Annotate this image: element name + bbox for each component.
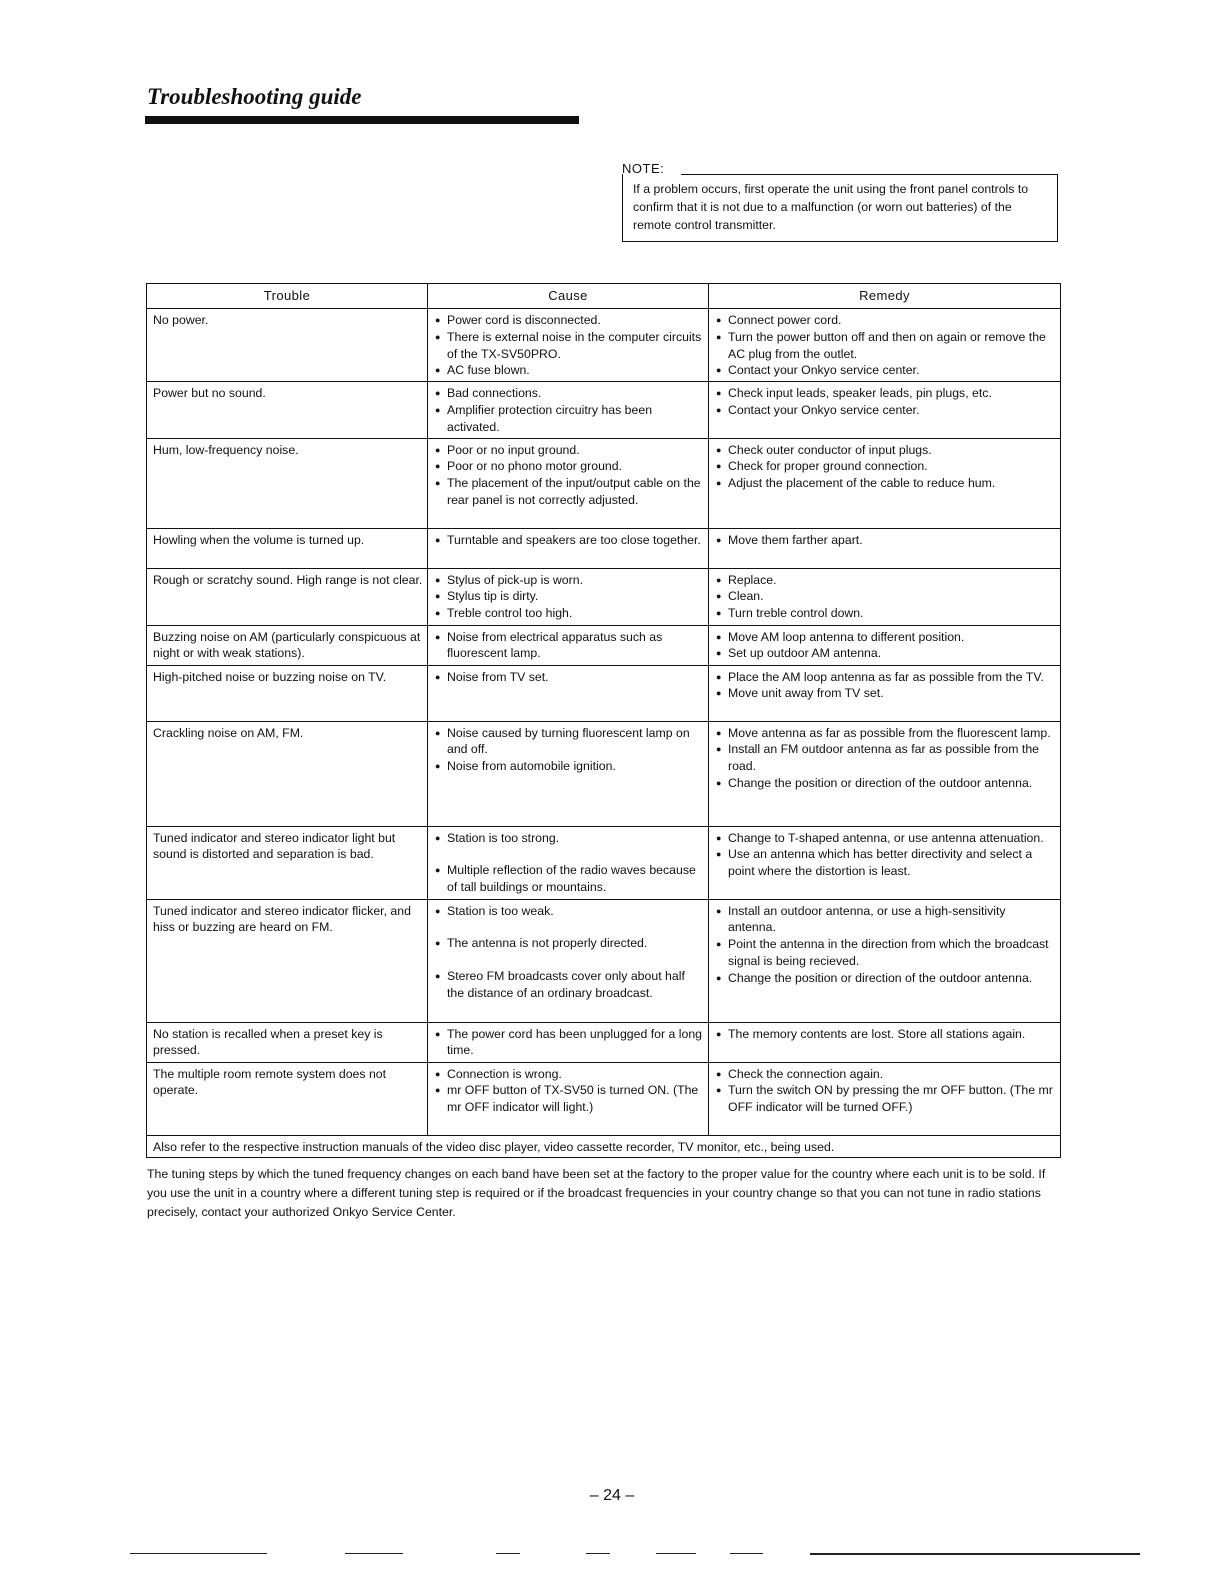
cause-item: ● Noise caused by turning fluorescent lamp on and off.: [434, 725, 704, 759]
cause-item: ● Treble control too high.: [434, 605, 704, 622]
remedy-item: ● Check the connection again.: [715, 1066, 1056, 1083]
remedy-item: ● Change the position or direction of the outdoor antenna.: [715, 970, 1056, 987]
remedy-item: ● Contact your Onkyo service center.: [715, 402, 1056, 419]
cause-cell: [428, 665, 709, 721]
remedy-item: ● Place the AM loop antenna as far as possible from the TV.: [715, 669, 1056, 686]
cause-item: ● There is external noise in the computer circuits of the TX-SV50PRO.: [434, 329, 704, 363]
remedy-item: ● Contact your Onkyo service center.: [715, 362, 1056, 379]
remedy-cell: [709, 438, 1061, 528]
title-underline: [145, 116, 579, 124]
trouble-cell: Hum, low-frequency noise.: [147, 438, 428, 528]
remedy-item: ● Clean.: [715, 588, 1056, 605]
cause-cell: [428, 1022, 709, 1062]
trouble-cell: Tuned indicator and stereo indicator flicker, and hiss or buzzing are heard on FM.: [147, 899, 428, 1022]
cause-item: ● The antenna is not properly directed.: [434, 935, 704, 952]
remedy-item: ● Turn the switch ON by pressing the mr OFF button. (The mr OFF indicator will be turned OFF.): [715, 1082, 1056, 1116]
table-row: [147, 528, 1061, 568]
trouble-cell: No power.: [147, 309, 428, 382]
remedy-item: ● Connect power cord.: [715, 312, 1056, 329]
remedy-cell: [709, 1022, 1061, 1062]
cause-item: ● Poor or no phono motor ground.: [434, 458, 704, 475]
remedy-item: ● Move them farther apart.: [715, 532, 1056, 549]
remedy-cell: [709, 1062, 1061, 1135]
remedy-item: ● Move unit away from TV set.: [715, 685, 1056, 702]
remedy-item: ● Adjust the placement of the cable to reduce hum.: [715, 475, 1056, 492]
trouble-cell: Power but no sound.: [147, 382, 428, 438]
remedy-cell: [709, 568, 1061, 625]
trouble-cell: No station is recalled when a preset key is pressed.: [147, 1022, 428, 1062]
remedy-cell: [709, 625, 1061, 665]
table-footnote-row: [147, 1135, 1061, 1158]
remedy-cell: [709, 826, 1061, 899]
footer-rule: [810, 1553, 1140, 1555]
cause-cell: [428, 568, 709, 625]
note-label: NOTE:: [622, 161, 665, 176]
cause-item: ● Stylus tip is dirty.: [434, 588, 704, 605]
footer-rule: [345, 1553, 403, 1554]
cause-item: ● Turntable and speakers are too close together.: [434, 532, 704, 549]
remedy-item: ● Check input leads, speaker leads, pin plugs, etc.: [715, 385, 1056, 402]
remedy-item: ● Change the position or direction of the outdoor antenna.: [715, 775, 1056, 792]
cause-item: ● Noise from automobile ignition.: [434, 758, 704, 775]
remedy-item: ● Move antenna as far as possible from the fluorescent lamp.: [715, 725, 1056, 742]
table-row: [147, 721, 1061, 826]
table-row: [147, 1022, 1061, 1062]
cause-cell: [428, 382, 709, 438]
cause-item: ● Stereo FM broadcasts cover only about half the distance of an ordinary broadcast.: [434, 968, 704, 1002]
remedy-cell: [709, 665, 1061, 721]
cause-item: ● AC fuse blown.: [434, 362, 704, 379]
cause-item: ● Station is too weak.: [434, 903, 704, 920]
trouble-cell: Howling when the volume is turned up.: [147, 528, 428, 568]
remedy-item: ● Point the antenna in the direction from which the broadcast signal is being recieved.: [715, 936, 1056, 970]
cause-item: ● Multiple reflection of the radio waves because of tall buildings or mountains.: [434, 862, 704, 896]
footer-rule: [586, 1553, 610, 1554]
remedy-cell: [709, 721, 1061, 826]
table-row: [147, 438, 1061, 528]
table-row: [147, 1062, 1061, 1135]
remedy-item: ● Turn treble control down.: [715, 605, 1056, 622]
note-text: If a problem occurs, first operate the unit using the front panel controls to confirm that it is not due to a malfunction (or worn out batteries) of the remote control transmitter.: [633, 182, 1029, 232]
remedy-item: ● Move AM loop antenna to different position.: [715, 629, 1056, 646]
remedy-item: ● Use an antenna which has better directivity and select a point where the distortion is least.: [715, 846, 1056, 880]
table-row: [147, 826, 1061, 899]
cause-item: ● mr OFF button of TX-SV50 is turned ON. (The mr OFF indicator will light.): [434, 1082, 704, 1116]
table-header-row: [147, 284, 1061, 309]
table-row: [147, 568, 1061, 625]
remedy-cell: [709, 382, 1061, 438]
table-row: [147, 309, 1061, 382]
remedy-item: ● Install an outdoor antenna, or use a high-sensitivity antenna.: [715, 903, 1056, 937]
trouble-cell: High-pitched noise or buzzing noise on TV.: [147, 665, 428, 721]
footer-rule: [730, 1553, 763, 1554]
remedy-item: ● Install an FM outdoor antenna as far as possible from the road.: [715, 741, 1056, 775]
cause-cell: [428, 309, 709, 382]
header-cause: Cause: [428, 284, 709, 309]
header-trouble: Trouble: [147, 284, 428, 309]
cause-item: ● Station is too strong.: [434, 830, 704, 847]
remedy-item: ● The memory contents are lost. Store all stations again.: [715, 1026, 1056, 1043]
cause-item: ● Amplifier protection circuitry has been activated.: [434, 402, 704, 436]
cause-item: ● Poor or no input ground.: [434, 442, 704, 459]
cause-cell: [428, 899, 709, 1022]
cause-cell: [428, 721, 709, 826]
remedy-item: ● Check outer conductor of input plugs.: [715, 442, 1056, 459]
table-row: [147, 665, 1061, 721]
tuning-step-note: The tuning steps by which the tuned frequency changes on each band have been set at the factory to the proper value for the country where each unit is to be sold. If you use the unit in a country where a different tuning step is required or if the broadcast frequencies in your country change so that you can not tune in radio stations precisely, contact your authorized Onkyo Service Center.: [147, 1167, 1046, 1219]
cause-cell: [428, 826, 709, 899]
cause-cell: [428, 528, 709, 568]
trouble-cell: Buzzing noise on AM (particularly conspicuous at night or with weak stations).: [147, 625, 428, 665]
footer-rule: [130, 1553, 267, 1554]
trouble-cell: Crackling noise on AM, FM.: [147, 721, 428, 826]
cause-cell: [428, 625, 709, 665]
page-title: Troubleshooting guide: [147, 84, 362, 109]
remedy-item: ● Change to T-shaped antenna, or use antenna attenuation.: [715, 830, 1056, 847]
remedy-cell: [709, 899, 1061, 1022]
cause-item: ● Bad connections.: [434, 385, 704, 402]
trouble-cell: The multiple room remote system does not operate.: [147, 1062, 428, 1135]
remedy-cell: [709, 309, 1061, 382]
cause-item: ● Connection is wrong.: [434, 1066, 704, 1083]
page-number: – 24 –: [589, 1487, 635, 1504]
footer-rule: [496, 1553, 520, 1554]
table-row: [147, 625, 1061, 665]
remedy-item: ● Check for proper ground connection.: [715, 458, 1056, 475]
cause-item: ● The placement of the input/output cable on the rear panel is not correctly adjusted.: [434, 475, 704, 509]
table-row: [147, 382, 1061, 438]
cause-item: ● The power cord has been unplugged for a long time.: [434, 1026, 704, 1060]
cause-item: ● Noise from electrical apparatus such as fluorescent lamp.: [434, 629, 704, 663]
remedy-item: ● Set up outdoor AM antenna.: [715, 645, 1056, 662]
cause-cell: [428, 1062, 709, 1135]
trouble-cell: Tuned indicator and stereo indicator light but sound is distorted and separation is bad.: [147, 826, 428, 899]
cause-item: ● Power cord is disconnected.: [434, 312, 704, 329]
cause-item: ● Stylus of pick-up is worn.: [434, 572, 704, 589]
remedy-item: ● Turn the power button off and then on again or remove the AC plug from the outlet.: [715, 329, 1056, 363]
cause-item: ● Noise from TV set.: [434, 669, 704, 686]
troubleshooting-table: [146, 283, 1061, 1158]
table-row: [147, 899, 1061, 1022]
cause-cell: [428, 438, 709, 528]
remedy-item: ● Replace.: [715, 572, 1056, 589]
trouble-cell: Rough or scratchy sound. High range is not clear.: [147, 568, 428, 625]
remedy-cell: [709, 528, 1061, 568]
footer-rule: [656, 1553, 696, 1554]
table-footnote: Also refer to the respective instruction manuals of the video disc player, video cassette recorder, TV monitor, etc., being used.: [147, 1135, 1061, 1158]
note-box: [622, 174, 1058, 242]
header-remedy: Remedy: [709, 284, 1061, 309]
